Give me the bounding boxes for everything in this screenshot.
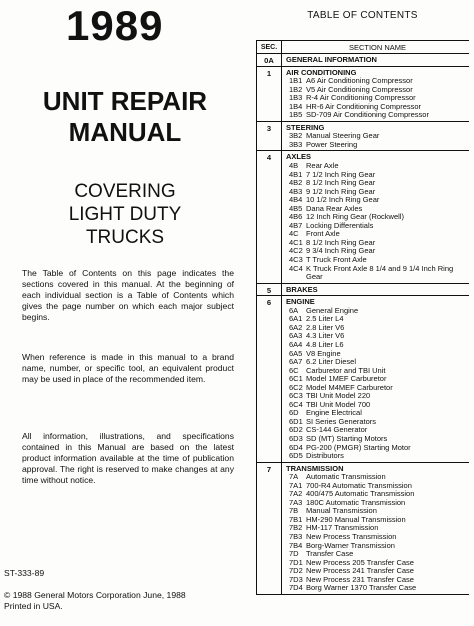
subsection-name: 180C Automatic Transmission [306, 497, 406, 507]
subsection-name: 7 1/2 Inch Ring Gear [306, 169, 376, 179]
subsection-name: 8 1/2 Inch Ring Gear [306, 237, 376, 247]
subsection-code: 6A5 [289, 348, 303, 358]
subsection-name: A6 Air Conditioning Compressor [306, 76, 413, 86]
toc-section-row [257, 151, 469, 283]
subsection-name: Automatic Transmission [306, 472, 386, 482]
subsection-code: 4B6 [289, 212, 303, 222]
col-name-header: SECTION NAME [348, 43, 407, 52]
subsection-code: 6C4 [289, 399, 303, 409]
subsection-code: 6C2 [289, 382, 303, 392]
subsection-name: HM-290 Manual Transmission [306, 514, 406, 524]
section-number: 4 [257, 151, 282, 282]
subsection-code: 1B2 [289, 84, 303, 94]
subsection-name: K Truck Front Axle 8 1/4 and 9 1/4 Inch Ring Gear [306, 263, 454, 282]
subsection-code: 6A1 [289, 314, 303, 324]
section-name: BRAKES [286, 284, 318, 294]
subsection-name: V5 Air Conditioning Compressor [306, 84, 413, 94]
subtitle-line: COVERING [74, 181, 176, 202]
copyright-line: © 1988 General Motors Corporation June, 1988 [4, 590, 186, 600]
subsection-code: 4C [289, 229, 299, 239]
subsection-code: 6C [289, 365, 299, 375]
section-content [282, 296, 469, 461]
title-line: UNIT REPAIR [42, 86, 208, 116]
manual-title [20, 86, 230, 148]
subsection-name: HM-117 Transmission [306, 523, 379, 533]
subsection-name: R-4 Air Conditioning Compressor [306, 93, 416, 103]
subsection-code: 6A2 [289, 322, 303, 332]
document-number: ST-333-89 [4, 568, 45, 578]
toc-heading: TABLE OF CONTENTS [307, 10, 418, 21]
subsection-code: 4C3 [289, 255, 303, 265]
subsection-name: SI Series Generators [306, 416, 377, 426]
subsection-code: 7B [289, 506, 299, 516]
coverage-subtitle [20, 180, 230, 249]
subsection-code: 6D5 [289, 451, 303, 461]
subsection-code: 4C4 [289, 263, 303, 273]
subsection-code: 6C3 [289, 391, 303, 401]
subsection-code: 6A [289, 305, 299, 315]
subsection-code: 7B4 [289, 540, 303, 550]
subsection-name: 10 1/2 Inch Ring Gear [306, 195, 380, 205]
subsection-name: TBI Unit Model 220 [306, 391, 371, 401]
subsection-code: 4B2 [289, 178, 303, 188]
subsection-name: Engine Electrical [306, 408, 362, 418]
subsection-code: 7A2 [289, 489, 303, 499]
section-name: STEERING [286, 122, 325, 132]
printed-line: Printed in USA. [4, 601, 63, 611]
subsection-item [286, 452, 469, 461]
section-content [282, 67, 469, 121]
subsection-code: 4B [289, 161, 299, 171]
section-name: TRANSMISSION [286, 463, 344, 473]
section-number: 3 [257, 122, 282, 151]
section-content [282, 284, 469, 296]
subsection-code: 7B2 [289, 523, 303, 533]
subsection-name: 4.8 Liter L6 [306, 339, 344, 349]
subsection-name: 4.3 Liter V6 [306, 331, 345, 341]
manual-year: 1989 [66, 2, 164, 49]
subsection-item [286, 141, 469, 150]
subsection-name: Distributors [306, 451, 344, 461]
toc-table [256, 40, 469, 595]
subsection-name: Front Axle [306, 229, 340, 239]
section-content [282, 151, 469, 282]
subsection-code: 6A7 [289, 357, 303, 367]
subsection-code: 7A3 [289, 497, 303, 507]
subsection-name: Locking Differentials [306, 220, 374, 230]
subsection-name: General Engine [306, 305, 359, 315]
toc-section-row [257, 67, 469, 122]
section-content [282, 463, 469, 594]
toc-section-row [257, 122, 469, 152]
section-name: GENERAL INFORMATION [286, 55, 377, 64]
subsection-code: 6A4 [289, 339, 303, 349]
subsection-code: 7D [289, 549, 299, 559]
subsection-name: Rear Axle [306, 161, 339, 171]
section-name: AIR CONDITIONING [286, 67, 357, 77]
subsection-code: 7D2 [289, 566, 303, 576]
subsection-name: SD (MT) Starting Motors [306, 433, 388, 443]
toc-section-row [257, 54, 469, 67]
col-sec-header: SEC. [257, 41, 282, 53]
subsection-name: Carburetor and TBI Unit [306, 365, 386, 375]
subsection-name: Model M4MEF Carburetor [306, 382, 393, 392]
subsection-name: Manual Transmission [306, 506, 377, 516]
subsection-code: 6A3 [289, 331, 303, 341]
title-line: MANUAL [68, 117, 182, 147]
toc-section-row [257, 463, 469, 595]
toc-section-row [257, 296, 469, 462]
subtitle-line: TRUCKS [85, 227, 165, 248]
subsection-name: Transfer Case [306, 549, 354, 559]
subsection-name: Model 1MEF Carburetor [306, 374, 387, 384]
subsection-name: V8 Engine [306, 348, 341, 358]
subsection-name: 12 Inch Ring Gear (Rockwell) [306, 212, 404, 222]
subsection-name: 6.2 Liter Diesel [306, 357, 357, 367]
subsection-name: 2.8 Liter V6 [306, 322, 345, 332]
subsection-code: 4B1 [289, 169, 303, 179]
subsection-item [286, 265, 469, 282]
section-content [282, 54, 469, 66]
subsection-name: Borg-Warner Transmission [306, 540, 395, 550]
subsection-name: New Process Transmission [306, 531, 397, 541]
section-content [282, 122, 469, 151]
subsection-name: 2.5 Liter L4 [306, 314, 344, 324]
subsection-code: 7B1 [289, 514, 303, 524]
subsection-name: TBI Unit Model 700 [306, 399, 371, 409]
subsection-code: 1B4 [289, 101, 303, 111]
subsection-item [286, 111, 469, 120]
subsection-code: 7A [289, 472, 299, 482]
subsection-code: 4B3 [289, 186, 303, 196]
subsection-code: 6D [289, 408, 299, 418]
toc-header-row [257, 41, 469, 54]
subsection-name: New Process 205 Transfer Case [306, 557, 414, 567]
subsection-name: T Truck Front Axle [306, 255, 367, 265]
subsection-code: 6D3 [289, 433, 303, 443]
subsection-code: 7B3 [289, 531, 303, 541]
section-number: 1 [257, 67, 282, 121]
subsection-name: HR-6 Air Conditioning Compressor [306, 101, 422, 111]
subsection-code: 4B4 [289, 195, 303, 205]
subsection-code: 7A1 [289, 480, 303, 490]
subtitle-line: LIGHT DUTY [68, 204, 182, 225]
section-name: ENGINE [286, 297, 315, 307]
toc-section-row [257, 284, 469, 297]
section-number: 6 [257, 296, 282, 461]
subsection-code: 6D1 [289, 416, 303, 426]
subsection-name: 8 1/2 Inch Ring Gear [306, 178, 376, 188]
section-name: AXLES [286, 152, 312, 162]
subsection-code: 4B5 [289, 203, 303, 213]
subsection-name: PG-200 (PMGR) Starting Motor [306, 442, 411, 452]
subsection-code: 6D4 [289, 442, 303, 452]
subsection-item [286, 584, 469, 593]
section-number: 5 [257, 284, 282, 296]
subsection-code: 4C2 [289, 246, 303, 256]
disclaimer-paragraph: All information, illustrations, and specifications contained in this Manual are based on the latest product information available at the time of publication approval. The right is reserved to make changes at any time without notice. [22, 431, 234, 485]
subsection-code: 7D1 [289, 557, 303, 567]
subsection-code: 6D2 [289, 425, 303, 435]
subsection-name: 9 1/2 Inch Ring Gear [306, 186, 376, 196]
section-number: 7 [257, 463, 282, 594]
subsection-code: 7D4 [289, 583, 303, 593]
reference-paragraph: When reference is made in this manual to a brand name, number, or specific tool, an equivalent product may be used in place of the recommended item. [22, 352, 234, 384]
subsection-name: 9 3/4 Inch Ring Gear [306, 246, 376, 256]
subsection-name: Power Steering [306, 139, 358, 149]
section-number: 0A [257, 54, 282, 66]
subsection-code: 6C1 [289, 374, 303, 384]
subsection-code: 4B7 [289, 220, 303, 230]
subsection-code: 1B1 [289, 76, 303, 86]
subsection-name: Dana Rear Axles [306, 203, 363, 213]
subsection-code: 4C1 [289, 237, 303, 247]
subsection-code: 7D3 [289, 574, 303, 584]
subsection-code: 1B3 [289, 93, 303, 103]
subsection-name: SD-709 Air Conditioning Compressor [306, 110, 429, 120]
subsection-name: 700-R4 Automatic Transmission [306, 480, 412, 490]
intro-paragraph: The Table of Contents on this page indicates the sections covered in this manual. At the beginning of each individual section is a Table of Contents which gives the page number on which each major subject begins. [22, 268, 234, 322]
subsection-name: Borg Warner 1370 Transfer Case [306, 583, 417, 593]
subsection-name: New Process 231 Transfer Case [306, 574, 414, 584]
subsection-code: 1B5 [289, 110, 303, 120]
subsection-name: New Process 241 Transfer Case [306, 566, 414, 576]
copyright-block [4, 590, 186, 612]
subsection-code: 3B2 [289, 131, 303, 141]
subsection-code: 3B3 [289, 139, 303, 149]
subsection-name: 400/475 Automatic Transmission [306, 489, 415, 499]
subsection-name: Manual Steering Gear [306, 131, 380, 141]
subsection-name: CS-144 Generator [306, 425, 368, 435]
